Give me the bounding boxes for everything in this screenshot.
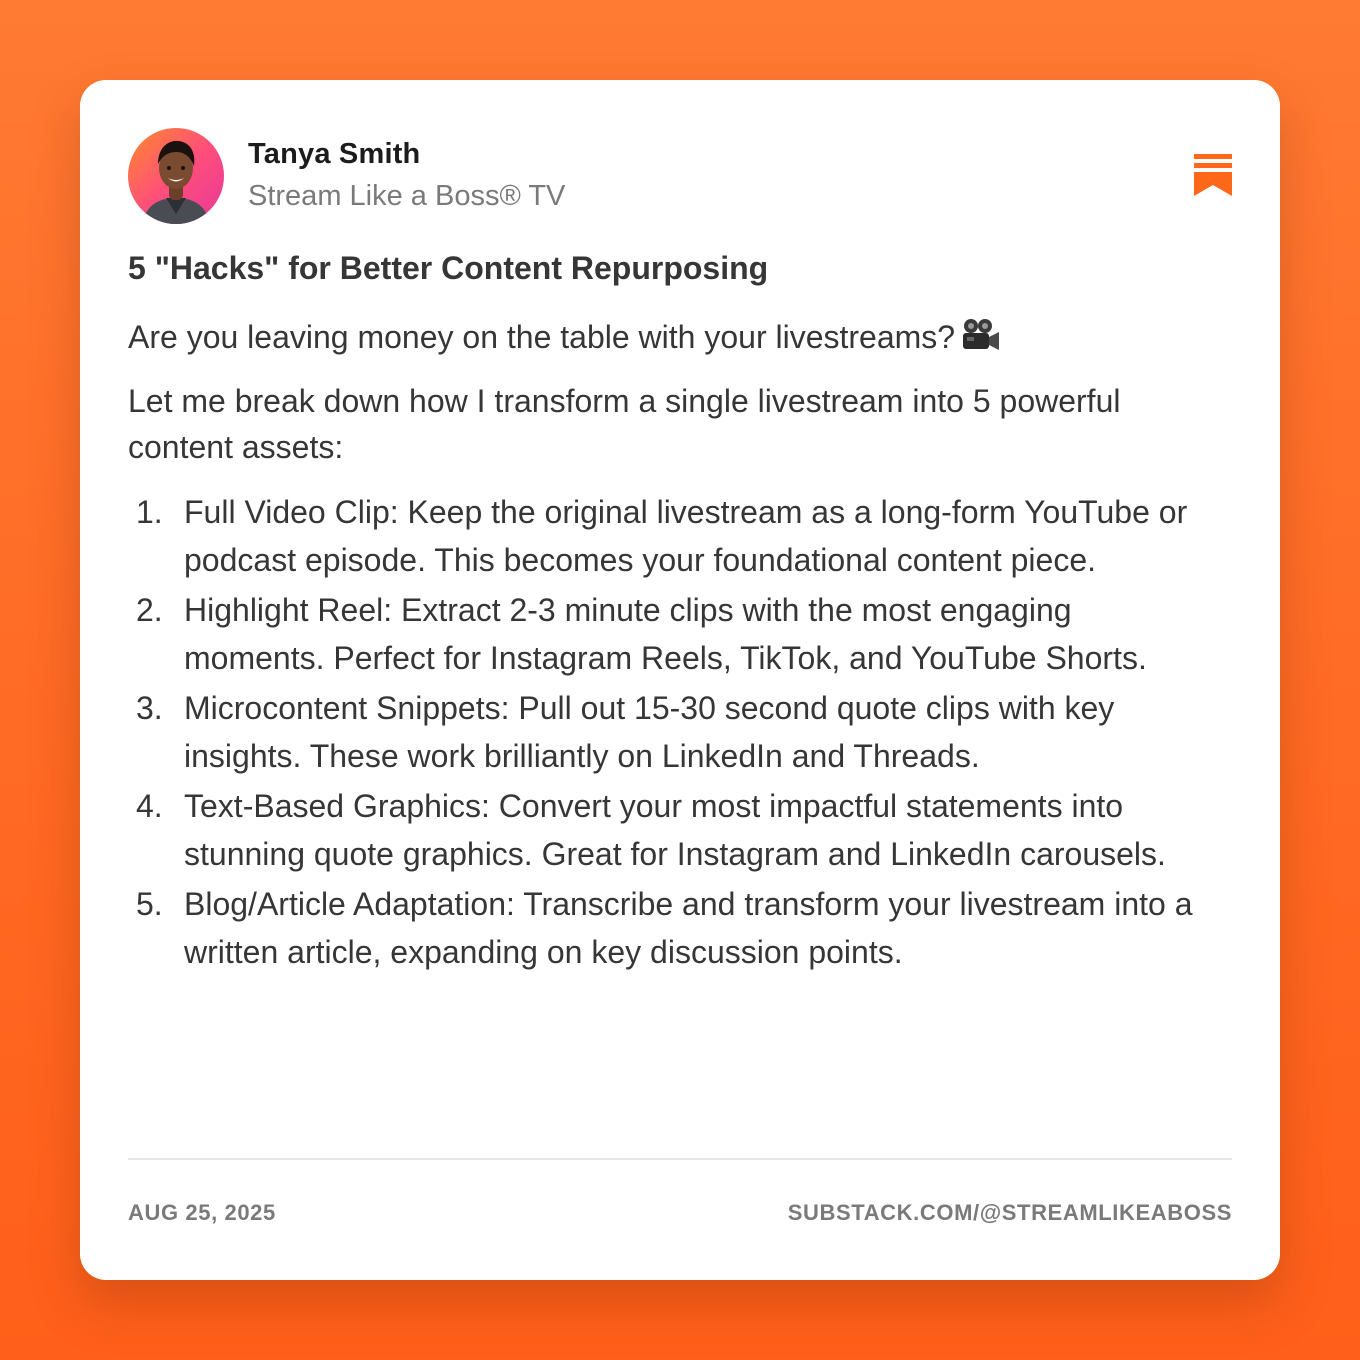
- footer-divider: [128, 1158, 1232, 1160]
- publication-name[interactable]: Stream Like a Boss® TV: [248, 180, 566, 212]
- substack-logo-icon[interactable]: [1194, 154, 1232, 196]
- list-item-number: 2.: [136, 592, 163, 628]
- list-item-number: 5.: [136, 886, 163, 922]
- list-item: [128, 488, 1208, 584]
- movie-camera-icon: [959, 318, 1001, 366]
- hacks-list: [128, 488, 1208, 976]
- list-item: [128, 586, 1208, 682]
- intro-text: Are you leaving money on the table with your livestreams?: [128, 319, 956, 355]
- list-item-text: Microcontent Snippets: Pull out 15-30 second quote clips with key insights. These work brilliantly on LinkedIn and Threads.: [184, 690, 1115, 774]
- list-item-text: Text-Based Graphics: Convert your most impactful statements into stunning quote graphics. Great for Instagram and LinkedIn carousels.: [184, 788, 1166, 872]
- list-item-text: Blog/Article Adaptation: Transcribe and transform your livestream into a written article, expanding on key discussion points.: [184, 886, 1193, 970]
- list-item-number: 4.: [136, 788, 163, 824]
- list-item-text: Full Video Clip: Keep the original livestream as a long-form YouTube or podcast episode. This becomes your foundational content piece.: [184, 494, 1188, 578]
- list-item: [128, 880, 1208, 976]
- list-item-text: Highlight Reel: Extract 2-3 minute clips with the most engaging moments. Perfect for Instagram Reels, TikTok, and YouTube Shorts.: [184, 592, 1147, 676]
- post-intro: [128, 314, 1208, 366]
- avatar[interactable]: [128, 128, 224, 224]
- post-card: [80, 80, 1280, 1280]
- post-header: [128, 128, 1232, 224]
- list-item-number: 3.: [136, 690, 163, 726]
- post-title[interactable]: 5 "Hacks" for Better Content Repurposing: [128, 250, 769, 286]
- post-content: [128, 248, 1208, 1125]
- post-intro-secondary: Let me break down how I transform a single livestream into 5 powerful content assets:: [128, 383, 1121, 465]
- author-name[interactable]: Tanya Smith: [248, 138, 421, 170]
- list-item-number: 1.: [136, 494, 163, 530]
- list-item: [128, 684, 1208, 780]
- substack-url-link[interactable]: SUBSTACK.COM/@STREAMLIKEABOSS: [787, 1200, 1232, 1225]
- list-item: [128, 782, 1208, 878]
- post-date: AUG 25, 2025: [128, 1200, 276, 1225]
